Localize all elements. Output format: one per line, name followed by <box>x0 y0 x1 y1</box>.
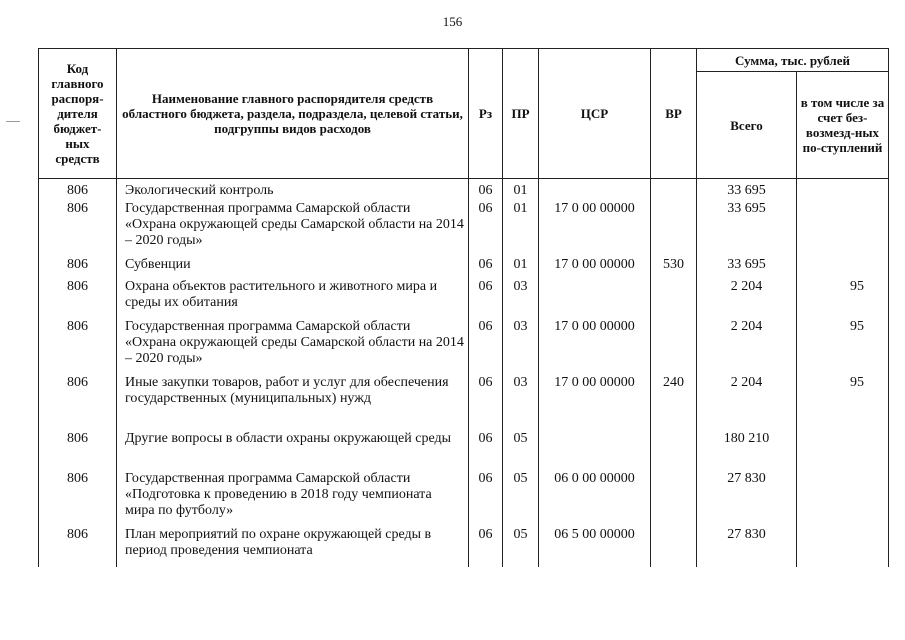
cell-vr <box>651 317 697 373</box>
cell-csr: 06 0 00 00000 <box>539 469 651 525</box>
table-row <box>39 373 889 429</box>
cell-extra <box>797 469 889 525</box>
header-code: Код главного распоря-дителя бюджет-ных средств <box>39 49 117 179</box>
cell-csr <box>539 179 651 200</box>
cell-vr <box>651 429 697 469</box>
cell-total: 180 210 <box>697 429 797 469</box>
cell-total: 2 204 <box>697 373 797 429</box>
cell-vr <box>651 277 697 317</box>
cell-rz: 06 <box>469 277 503 317</box>
cell-rz: 06 <box>469 199 503 255</box>
cell-total: 33 695 <box>697 179 797 200</box>
cell-total: 33 695 <box>697 199 797 255</box>
cell-pr: 03 <box>503 277 539 317</box>
table-row <box>39 277 889 317</box>
cell-name: Другие вопросы в области охраны окружающей среды <box>117 429 469 469</box>
table-row <box>39 525 889 567</box>
cell-rz: 06 <box>469 179 503 200</box>
cell-pr: 05 <box>503 429 539 469</box>
cell-vr <box>651 469 697 525</box>
table-row <box>39 429 889 469</box>
cell-csr: 17 0 00 00000 <box>539 255 651 277</box>
cell-extra: 95 <box>797 317 889 373</box>
cell-name: План мероприятий по охране окружающей среды в период проведения чемпионата <box>117 525 469 567</box>
cell-code: 806 <box>39 373 117 429</box>
cell-total: 27 830 <box>697 525 797 567</box>
cell-code: 806 <box>39 179 117 200</box>
budget-table <box>38 48 889 567</box>
header-total: Всего <box>697 72 797 179</box>
cell-pr: 05 <box>503 525 539 567</box>
cell-vr <box>651 199 697 255</box>
table-row <box>39 317 889 373</box>
cell-total: 33 695 <box>697 255 797 277</box>
cell-csr: 17 0 00 00000 <box>539 317 651 373</box>
cell-name: Экологический контроль <box>117 179 469 200</box>
cell-vr <box>651 525 697 567</box>
header-vr: ВР <box>651 49 697 179</box>
table-row <box>39 199 889 255</box>
cell-rz: 06 <box>469 469 503 525</box>
cell-pr: 05 <box>503 469 539 525</box>
cell-rz: 06 <box>469 317 503 373</box>
cell-csr: 17 0 00 00000 <box>539 373 651 429</box>
cell-code: 806 <box>39 317 117 373</box>
cell-rz: 06 <box>469 255 503 277</box>
cell-code: 806 <box>39 277 117 317</box>
cell-pr: 01 <box>503 199 539 255</box>
table-header <box>39 49 889 179</box>
table-row <box>39 469 889 525</box>
cell-extra: 95 <box>797 373 889 429</box>
cell-total: 2 204 <box>697 317 797 373</box>
cell-extra: 95 <box>797 277 889 317</box>
cell-name: Государственная программа Самарской области «Подготовка к проведению в 2018 году чемпионата мира по футболу» <box>117 469 469 525</box>
cell-csr <box>539 429 651 469</box>
cell-csr: 06 5 00 00000 <box>539 525 651 567</box>
header-csr: ЦСР <box>539 49 651 179</box>
cell-extra <box>797 255 889 277</box>
cell-pr: 03 <box>503 317 539 373</box>
table-body <box>39 179 889 568</box>
cell-code: 806 <box>39 469 117 525</box>
cell-pr: 03 <box>503 373 539 429</box>
header-extra: в том числе за счет без-возмезд-ных по-ступлений <box>797 72 889 179</box>
cell-vr: 530 <box>651 255 697 277</box>
header-sum-group: Сумма, тыс. рублей <box>697 49 889 72</box>
table-row <box>39 179 889 200</box>
cell-vr: 240 <box>651 373 697 429</box>
cell-extra <box>797 525 889 567</box>
margin-mark <box>6 121 20 122</box>
cell-total: 27 830 <box>697 469 797 525</box>
page-number: 156 <box>442 14 463 29</box>
cell-code: 806 <box>39 255 117 277</box>
cell-total: 2 204 <box>697 277 797 317</box>
cell-name: Государственная программа Самарской области «Охрана окружающей среды Самарской области на 2014 – 2020 годы» <box>117 317 469 373</box>
cell-extra <box>797 199 889 255</box>
cell-extra <box>797 179 889 200</box>
cell-rz: 06 <box>469 525 503 567</box>
cell-name: Охрана объектов растительного и животного мира и среды их обитания <box>117 277 469 317</box>
cell-name: Иные закупки товаров, работ и услуг для обеспечения государственных (муниципальных) нужд <box>117 373 469 429</box>
cell-name: Государственная программа Самарской области «Охрана окружающей среды Самарской области на 2014 – 2020 годы» <box>117 199 469 255</box>
cell-csr <box>539 277 651 317</box>
cell-pr: 01 <box>503 255 539 277</box>
cell-csr: 17 0 00 00000 <box>539 199 651 255</box>
header-name: Наименование главного распорядителя средств областного бюджета, раздела, подраздела, целевой статьи, подгруппы видов расходов <box>117 49 469 179</box>
cell-name: Субвенции <box>117 255 469 277</box>
table-row <box>39 255 889 277</box>
cell-code: 806 <box>39 199 117 255</box>
cell-code: 806 <box>39 525 117 567</box>
cell-rz: 06 <box>469 429 503 469</box>
cell-pr: 01 <box>503 179 539 200</box>
header-pr: ПР <box>503 49 539 179</box>
cell-rz: 06 <box>469 373 503 429</box>
header-rz: Рз <box>469 49 503 179</box>
cell-vr <box>651 179 697 200</box>
cell-code: 806 <box>39 429 117 469</box>
cell-extra <box>797 429 889 469</box>
